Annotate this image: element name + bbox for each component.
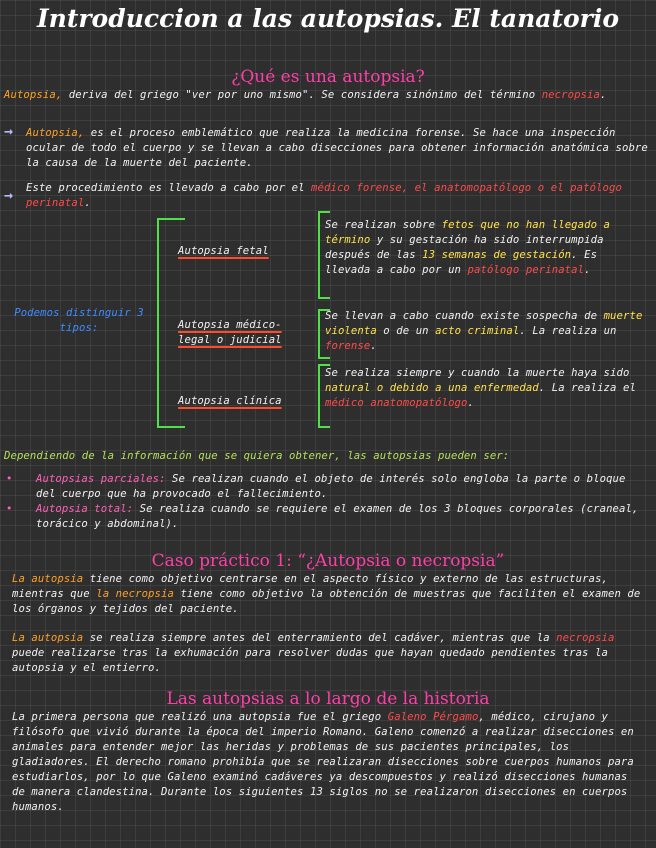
list-item: Autopsias parciales: Se realizan cuando el objeto de interés solo engloba la parte o bloque del cuerpo que ha provocado el fallecimiento. — [36, 473, 626, 500]
page-title: Introduccion a las autopsias. El tanatorio — [36, 4, 620, 33]
types-label: Podemos distinguir 3 tipos: — [14, 307, 144, 334]
point-procedure: Este procedimiento es llevado a cabo por el médico forense, el anatomopatólogo o el patólogo perinatal. — [26, 182, 622, 209]
case-paragraph-2: La autopsia se realiza siempre antes del enterramiento del cadáver, mientras que la necropsia puede realizarse tras la exhumación para resolver dudas que hayan quedado pendientes tras la autopsia y el entierro. — [12, 632, 615, 674]
bullet-icon: • — [6, 473, 13, 485]
arrow-right-icon: → — [4, 186, 14, 204]
type-judicial-description: Se llevan a cabo cuando existe sospecha de muerte violenta o de un acto criminal. La realiza un forense. — [325, 310, 643, 352]
depending-intro: Dependiendo de la información que se quiera obtener, las autopsias pueden ser: — [4, 450, 510, 462]
type-clinica-label: Autopsia clínica — [178, 395, 282, 407]
point-autopsia: Autopsia, es el proceso emblemático que realiza la medicina forense. Se hace una inspección ocular de todo el cuerpo y se llevan a cabo disecciones para obtener información anatómica sobre la causa de la muerte del paciente. — [26, 127, 648, 169]
intro-paragraph: Autopsia, deriva del griego "ver por uno mismo". Se considera sinónimo del término necropsia. — [4, 89, 607, 101]
term-autopsia: Autopsia, — [4, 89, 63, 101]
type-fetal-label: Autopsia fetal — [178, 245, 269, 257]
case-paragraph-1: La autopsia tiene como objetivo centrarse en el aspecto físico y externo de las estructuras, mientras que la necropsia tiene como objetivo la obtención de muestras que faciliten el examen de los órganos y tejidos del paciente. — [12, 573, 641, 615]
term-necropsia: necropsia — [541, 89, 600, 101]
type-clinica-description: Se realiza siempre y cuando la muerte haya sido natural o debido a una enfermedad. La realiza el médico anatomopatólogo. — [325, 367, 636, 409]
list-item: Autopsia total: Se realiza cuando se requiere el examen de los 3 bloques corporales (craneal, torácico y abdominal). — [36, 503, 639, 530]
type-judicial-label: Autopsia médico-legal o judicial — [178, 319, 282, 346]
section-heading-case: Caso práctico 1: “¿Autopsia o necropsia” — [151, 551, 505, 571]
arrow-right-icon: → — [4, 122, 14, 140]
section-heading-what-is: ¿Qué es una autopsia? — [231, 67, 425, 87]
history-paragraph: La primera persona que realizó una autopsia fue el griego Galeno Pérgamo, médico, cirujano y filósofo que vivió durante la época del imperio Romano. Galeno comenzó a realizar disecciones en animales para entender mejor las heridas y problemas de sus pacientes principales, los gladiadores. El derecho romano prohibía que se realizaran disecciones sobre cuerpos humanos para estudiarlos, por lo que Galeno examinó cadáveres ya descompuestos y realizó disecciones humanas de manera clandestina. Durante los siguientes 13 siglos no se realizaron disecciones en cuerpos humanos. — [12, 711, 634, 813]
section-heading-history: Las autopsias a lo largo de la historia — [166, 689, 490, 709]
type-fetal-description: Se realizan sobre fetos que no han llegado a término y su gestación ha sido interrumpida después de las 13 semanas de gestación. Es llevada a cabo por un patólogo perinatal. — [325, 219, 611, 276]
bullet-icon: • — [6, 503, 13, 515]
